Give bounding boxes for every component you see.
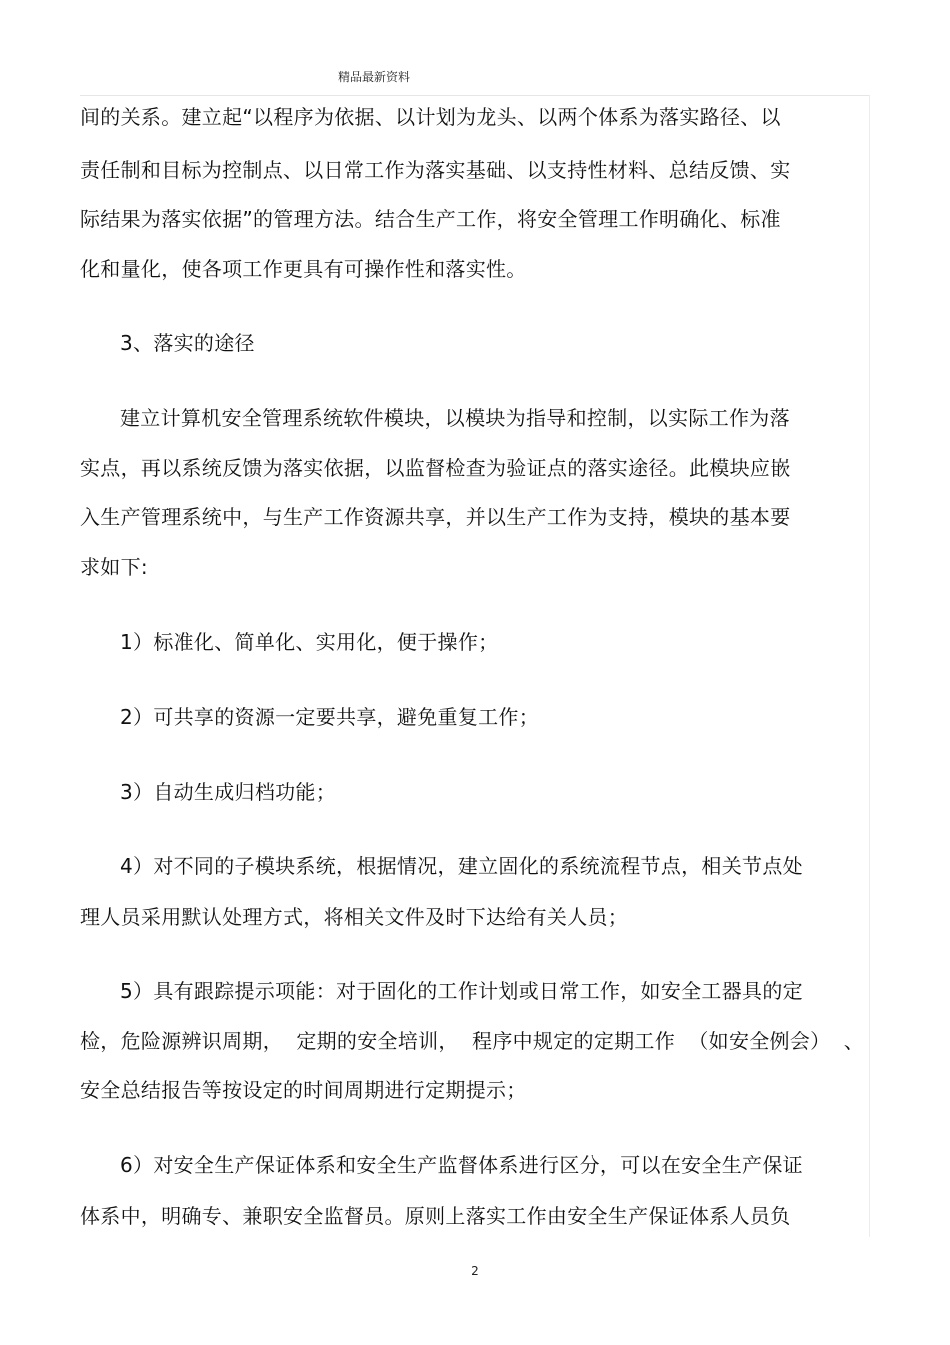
right-margin-rule: [869, 95, 870, 1237]
list-item: 1）标准化、简单化、实用化，便于操作；: [120, 630, 499, 654]
list-item: 2）可共享的资源一定要共享，避免重复工作；: [120, 705, 540, 729]
body-line: 际结果为落实依据”的管理方法。结合生产工作，将安全管理工作明确化、标准: [80, 207, 781, 231]
body-line: 求如下:: [80, 555, 148, 579]
header-divider: [80, 95, 870, 96]
list-item-continuation: 理人员采用默认处理方式，将相关文件及时下达给有关人员；: [80, 905, 629, 929]
list-item: 6）对安全生产保证体系和安全生产监督体系进行区分，可以在安全生产保证: [120, 1153, 803, 1177]
list-item-continuation: 体系中，明确专、兼职安全监督员。原则上落实工作由安全生产保证体系人员负: [80, 1204, 791, 1228]
list-item: 5）具有跟踪提示项能：对于固化的工作计划或日常工作，如安全工器具的定: [120, 979, 803, 1003]
body-line: 化和量化，使各项工作更具有可操作性和落实性。: [80, 257, 527, 281]
list-item-continuation: 检，危险源辨识周期， 定期的安全培训， 程序中规定的定期工作 （如安全例会） 、: [80, 1029, 865, 1053]
body-line: 建立计算机安全管理系统软件模块，以模块为指导和控制，以实际工作为落: [120, 406, 790, 430]
list-item: 4）对不同的子模块系统，根据情况，建立固化的系统流程节点，相关节点处: [120, 854, 803, 878]
page-header: 精品最新资料: [338, 70, 411, 84]
list-item-continuation: 安全总结报告等按设定的时间周期进行定期提示；: [80, 1078, 527, 1102]
page-number: 2: [471, 1264, 479, 1278]
body-line: 责任制和目标为控制点、以日常工作为落实基础、以支持性材料、总结反馈、实: [80, 158, 791, 182]
body-line: 入生产管理系统中，与生产工作资源共享，并以生产工作为支持，模块的基本要: [80, 505, 791, 529]
body-line: 实点，再以系统反馈为落实依据，以监督检查为验证点的落实途径。此模块应嵌: [80, 456, 791, 480]
body-line: 间的关系。建立起“以程序为依据、以计划为龙头、以两个体系为落实路径、以: [80, 105, 781, 129]
section-heading: 3、落实的途径: [120, 331, 255, 355]
list-item: 3）自动生成归档功能；: [120, 780, 337, 804]
